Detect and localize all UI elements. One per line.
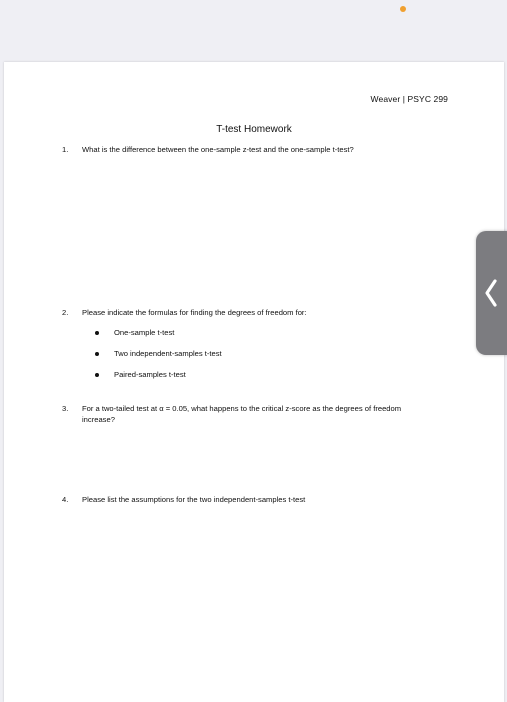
question-number: 1. [62, 145, 69, 154]
chevron-left-icon [484, 278, 498, 308]
list-item-text: Paired-samples t-test [114, 370, 186, 379]
question-3 [62, 403, 434, 425]
list-item [62, 327, 434, 348]
list-item [62, 348, 434, 369]
status-indicator-dot [400, 6, 406, 12]
document-title: T-test Homework [216, 124, 292, 135]
bullet-icon [95, 373, 99, 377]
bullet-icon [95, 352, 99, 356]
question-number: 2. [62, 308, 69, 317]
page-header-author: Weaver | PSYC 299 [370, 94, 448, 104]
question-text: Please list the assumptions for the two independent-samples t-test [82, 495, 306, 504]
list-item-text: Two independent-samples t-test [114, 349, 222, 358]
document-page [4, 62, 504, 702]
bullet-list [62, 327, 434, 390]
question-number: 4. [62, 495, 69, 504]
question-text: Please indicate the formulas for finding the degrees of freedom for: [82, 308, 307, 317]
question-4 [62, 494, 434, 505]
list-item [62, 369, 434, 390]
question-1 [62, 144, 434, 155]
list-item-text: One-sample t-test [114, 328, 175, 337]
bullet-icon [95, 331, 99, 335]
side-panel-handle[interactable] [476, 231, 507, 355]
question-number: 3. [62, 404, 69, 413]
question-2 [62, 307, 434, 390]
question-text: What is the difference between the one-sample z-test and the one-sample t-test? [82, 145, 354, 154]
question-text: For a two-tailed test at α = 0.05, what happens to the critical z-score as the degrees of freedom increase? [82, 404, 402, 424]
